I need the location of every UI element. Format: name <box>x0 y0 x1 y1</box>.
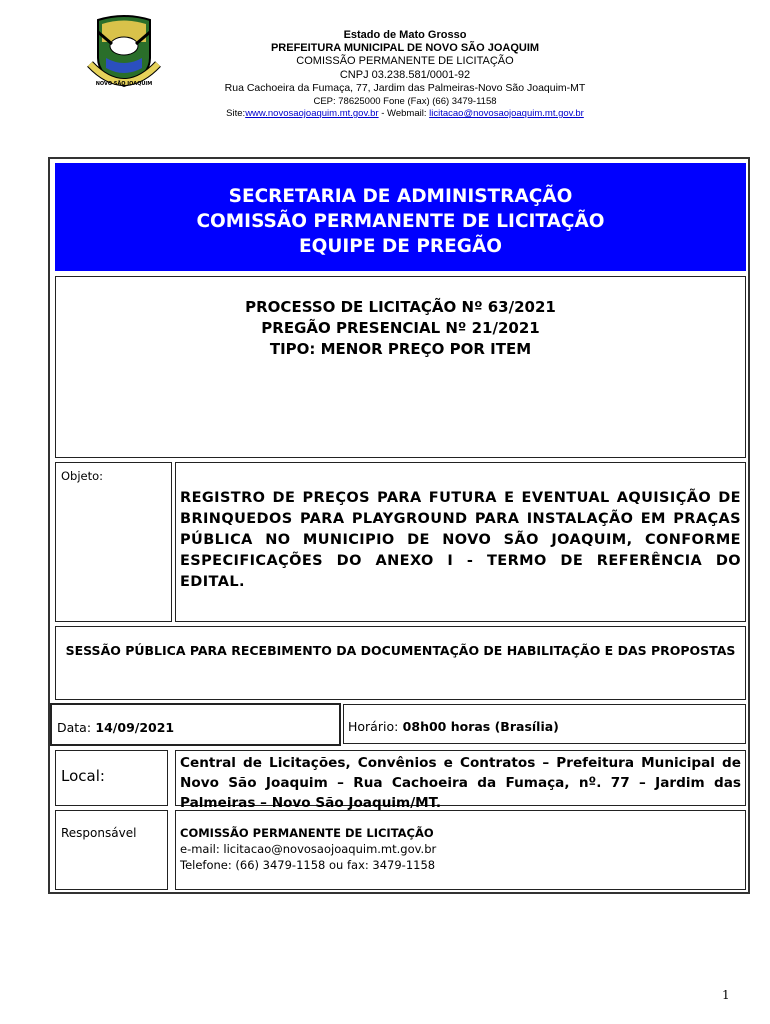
pregao-number: PREGÃO PRESENCIAL Nº 21/2021 <box>261 319 540 337</box>
object-label: Objeto: <box>55 462 172 622</box>
time-label: Horário: <box>348 719 399 734</box>
process-type: TIPO: MENOR PREÇO POR ITEM <box>269 340 532 358</box>
responsible-info <box>175 810 746 890</box>
time-value: 08h00 horas (Brasília) <box>398 719 559 734</box>
header-cep-phone: CEP: 78625000 Fone (Fax) (66) 3479-1158 <box>313 96 497 107</box>
responsible-name: COMISSÃO PERMANENTE DE LICITAÇÃO <box>180 826 434 840</box>
responsible-label: Responsável <box>55 810 168 890</box>
responsible-phone: Telefone: (66) 3479-1158 ou fax: 3479-1158 <box>180 858 436 872</box>
local-label: Local: <box>55 750 168 806</box>
header-site-line <box>195 108 615 119</box>
time-box <box>343 704 746 744</box>
session-title: SESSÃO PÚBLICA PARA RECEBIMENTO DA DOCUMENTAÇÃO DE HABILITAÇÃO E DAS PROPOSTAS <box>55 626 746 700</box>
header-commission: COMISSÃO PERMANENTE DE LICITAÇÃO <box>296 55 514 67</box>
header-cnpj: CNPJ 03.238.581/0001-92 <box>339 69 471 81</box>
municipal-seal-logo <box>86 14 162 94</box>
title-banner <box>55 163 746 271</box>
banner-line-secretaria: SECRETARIA DE ADMINISTRAÇÃO <box>228 186 573 207</box>
site-link[interactable]: www.novosaojoaquim.mt.gov.br <box>245 108 379 119</box>
webmail-label: - Webmail: <box>378 108 430 119</box>
webmail-link[interactable]: licitacao@novosaojoaquim.mt.gov.br <box>429 108 584 119</box>
process-box <box>55 276 746 458</box>
page-number: 1 <box>722 988 730 1002</box>
responsible-email: e-mail: licitacao@novosaojoaquim.mt.gov.br <box>180 842 437 856</box>
banner-line-equipe: EQUIPE DE PREGÃO <box>298 236 502 257</box>
svg-text:NOVO SÃO JOAQUIM: NOVO SÃO JOAQUIM <box>95 81 153 87</box>
banner-line-commission: COMISSÃO PERMANENTE DE LICITAÇÃO <box>196 211 605 232</box>
object-description: REGISTRO DE PREÇOS PARA FUTURA E EVENTUAL AQUISIÇÃO DE BRINQUEDOS PARA PLAYGROUND PARA INSTALAÇÃO EM PRAÇAS PÚBLICA NO MUNICIPIO DE NOVO SÃO JOAQUIM, CONFORME ESPECIFICAÇÕES DO ANEXO I - TERMO DE REFERÊNCIA DO EDITAL. <box>175 462 746 622</box>
date-box <box>50 703 341 746</box>
date-label: Data: <box>57 720 92 735</box>
header-prefeitura: PREFEITURA MUNICIPAL DE NOVO SÃO JOAQUIM <box>270 42 540 54</box>
date-value: 14/09/2021 <box>91 720 175 735</box>
header-address: Rua Cachoeira da Fumaça, 77, Jardim das Palmeiras-Novo São Joaquim-MT <box>224 82 586 94</box>
header-state: Estado de Mato Grosso <box>343 29 467 41</box>
local-address: Central de Licitações, Convênios e Contratos – Prefeitura Municipal de Novo São Joaquim – Rua Cachoeira da Fumaça, nº. 77 – Jardim das Palmeiras – Novo São Joaquim/MT. <box>175 750 746 806</box>
site-label: Site: <box>226 108 246 119</box>
process-number: PROCESSO DE LICITAÇÃO Nº 63/2021 <box>245 298 556 316</box>
